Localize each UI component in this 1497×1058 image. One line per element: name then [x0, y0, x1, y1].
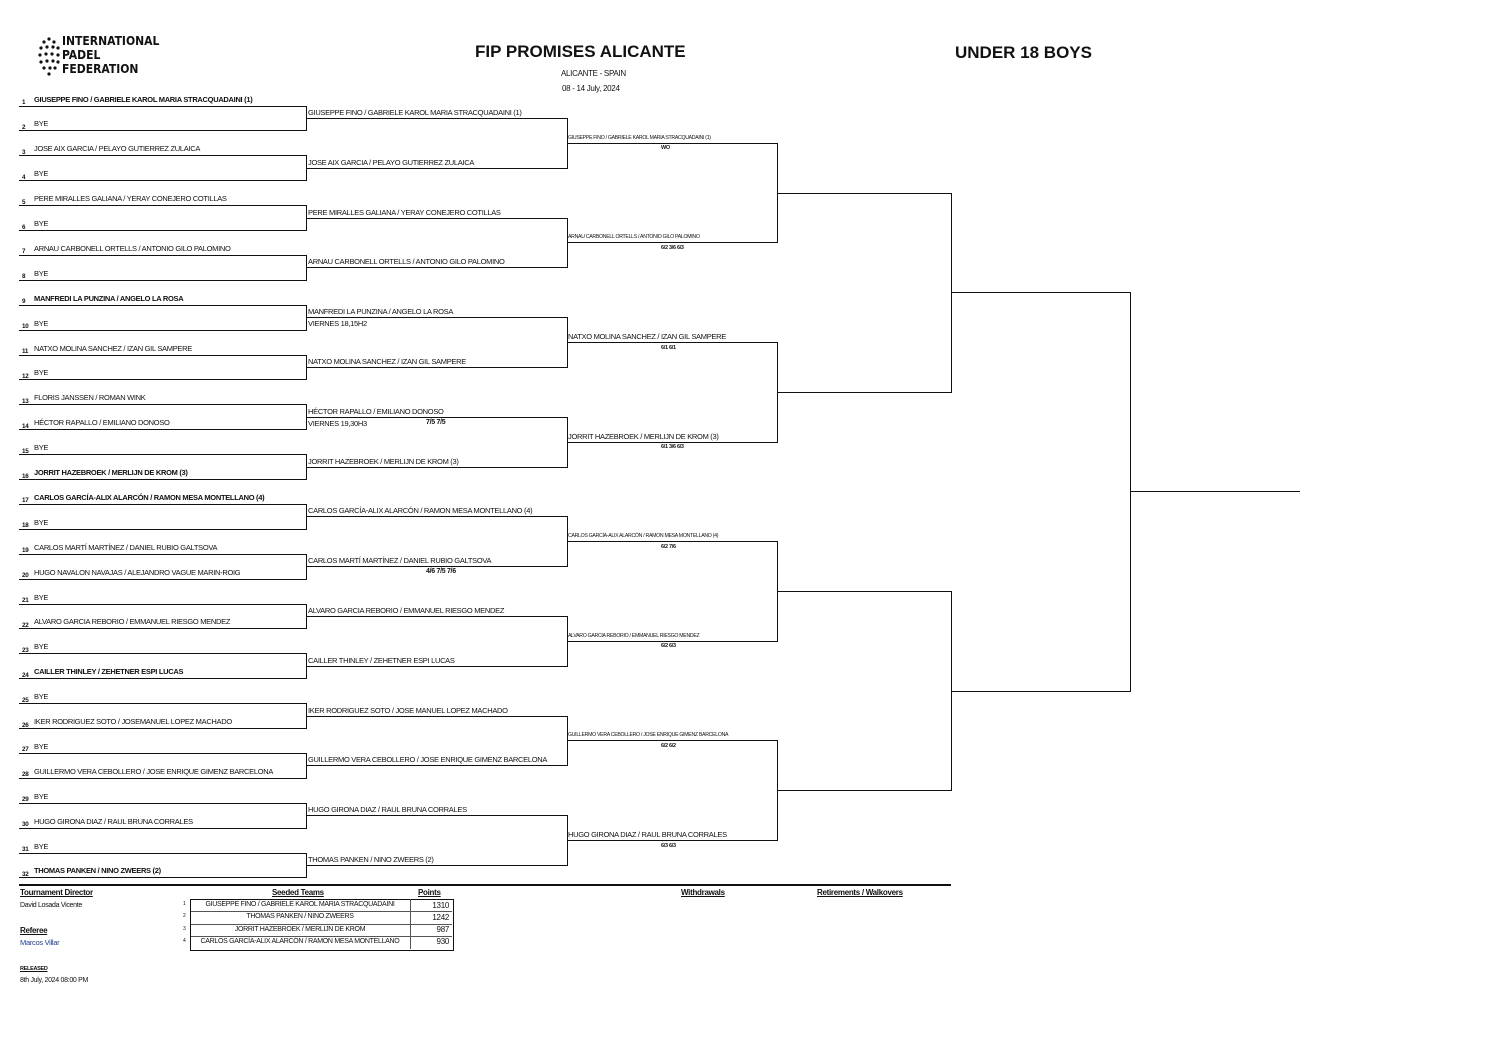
released-date: 8th July, 2024 08:00 PM [20, 977, 89, 984]
r1-team-name: ALVARO GARCIA REBORIO / EMMANUEL RIESGO MENDEZ [34, 617, 231, 627]
r3-slot-line [567, 740, 777, 741]
r1-slot-line [19, 728, 306, 729]
seed-points: 987 [436, 925, 449, 935]
r1-slot-number: 20 [22, 572, 29, 580]
r3-slot-line [567, 840, 777, 841]
r2-slot-line [306, 118, 567, 119]
r1-slot-line [19, 703, 306, 704]
r3-score: 6/2 3/6 6/3 [661, 244, 684, 251]
r4-slot-line [777, 392, 951, 393]
r1-slot-line [19, 504, 306, 505]
r1-slot-line [19, 355, 306, 356]
r3-team-name: ALVARO GARCIA REBORIO / EMMANUEL RIESGO MENDEZ [568, 632, 700, 639]
r1-slot-number: 21 [22, 597, 29, 604]
r1-slot-line [19, 429, 306, 430]
r4-slot-line [777, 790, 951, 791]
r1-slot-line [19, 479, 306, 480]
padel-ball-logo-icon [38, 33, 60, 79]
r1-slot-number: 28 [22, 771, 29, 779]
seed-points: 930 [436, 937, 449, 947]
r2-team-name: CAILLER THINLEY / ZEHETNER ESPI LUCAS [308, 655, 455, 665]
r2-team-name: PERE MIRALLES GALIANA / YERAY CONEJERO COTILLAS [308, 207, 501, 217]
seed-row-divider [191, 936, 452, 937]
r1-team-name: BYE [34, 841, 49, 851]
r1-slot-line [19, 653, 306, 654]
released-label: RELEASED [20, 966, 48, 972]
r2-team-name: HÉCTOR RAPALLO / EMILIANO DONOSO [308, 406, 444, 416]
r1-team-name: FLORIS JANSSEN / ROMAN WINK [34, 393, 146, 403]
seed-points: 1242 [432, 912, 449, 922]
r3-team-name: NATXO MOLINA SANCHEZ / IZAN GIL SAMPERE [568, 332, 726, 342]
r1-slot-number: 3 [22, 148, 26, 156]
r3-team-name: JORRIT HAZEBROEK / MERLIJN DE KROM (3) [568, 431, 719, 441]
r2-slot-line [306, 815, 567, 816]
r1-slot-number: 13 [22, 397, 29, 405]
r2-slot-line [306, 267, 567, 268]
r3-score: 6/3 6/3 [661, 842, 676, 849]
seed-team-name: THOMAS PANKEN / NINO ZWEERS [246, 913, 354, 921]
r3-slot-line [567, 242, 777, 243]
footer-divider [19, 884, 951, 886]
category-title: UNDER 18 BOYS [955, 43, 1092, 62]
r1-slot-line [19, 877, 306, 878]
r1-slot-number: 29 [22, 796, 29, 804]
r2-team-name: GIUSEPPE FINO / GABRIELE KAROL MARIA STRACQUADAINI (1) [308, 107, 522, 117]
r1-slot-line [19, 255, 306, 256]
r1-slot-line [19, 305, 306, 306]
r2-team-name: GUILLERMO VERA CEBOLLERO / JOSE ENRIQUE GIMENZ BARCELONA [308, 755, 548, 765]
r4-slot-line [777, 591, 951, 592]
r2-slot-line [306, 417, 567, 418]
r1-slot-number: 2 [22, 123, 26, 131]
r2-slot-line [306, 765, 567, 766]
logo-line-3: FEDERATION [62, 62, 139, 76]
r1-slot-number: 31 [22, 846, 29, 853]
r1-slot-number: 27 [22, 746, 29, 754]
r2-slot-line [306, 616, 567, 617]
r3-score: 6/1 3/6 6/3 [661, 444, 684, 451]
seed-row-divider [191, 924, 452, 925]
r1-slot-line [19, 205, 306, 206]
r2-team-name: HUGO GIRONA DIAZ / RAUL BRUNA CORRALES [308, 805, 467, 815]
r3-score: 6/2 7/6 [661, 543, 676, 550]
r1-team-name: BYE [34, 119, 49, 129]
fip-logo [38, 33, 158, 81]
r1-slot-number: 11 [22, 348, 29, 355]
seed-points: 1310 [432, 900, 449, 910]
r1-slot-number: 32 [22, 870, 29, 878]
seed-team-name: GIUSEPPE FINO / GABRIELE KAROL MARIA STRACQUADAINI [205, 901, 395, 908]
r3-team-name: GIUSEPPE FINO / GABRIELE KAROL MARIA STRACQUADAINI (1) [568, 134, 711, 141]
r1-team-name: HÉCTOR RAPALLO / EMILIANO DONOSO [34, 418, 170, 428]
r3-team-name: ARNAU CARBONELL ORTELLS / ANTONIO GILO PALOMINO [568, 234, 700, 241]
r1-team-name: ARNAU CARBONELL ORTELLS / ANTONIO GILO PALOMINO [34, 243, 231, 253]
r1-team-name: IKER RODRIGUEZ SOTO / JOSEMANUEL LOPEZ MACHADO [34, 717, 232, 726]
seed-row-divider [191, 911, 452, 912]
r2-schedule-note: VIERNES 18,15H2 [308, 319, 367, 329]
r1-slot-line [19, 106, 306, 107]
r1-team-name: THOMAS PANKEN / NINO ZWEERS (2) [34, 866, 161, 876]
r2-slot-line [306, 716, 567, 717]
r1-slot-line [19, 180, 306, 181]
r1-slot-number: 19 [22, 547, 29, 555]
r1-team-name: HUGO NAVALON NAVAJAS / ALEJANDRO VAGUE MARIN-ROIG [34, 567, 241, 577]
r2-slot-line [306, 367, 567, 368]
r2-slot-line [306, 317, 567, 318]
r3-slot-line [567, 541, 777, 542]
r1-slot-number: 4 [22, 173, 26, 181]
r1-team-name: JOSE AIX GARCIA / PELAYO GUTIERREZ ZULAICA [34, 144, 201, 154]
r1-slot-line [19, 454, 306, 455]
seed-number: 1 [183, 901, 186, 907]
tournament-dates: 08 - 14 July, 2024 [562, 84, 620, 93]
seed-team-name: JORRIT HAZEBROEK / MERLIJN DE KROM [234, 925, 366, 933]
r2-slot-line [306, 467, 567, 468]
seed-number: 3 [183, 925, 186, 932]
r2-team-name: MANFREDI LA PUNZINA / ANGELO LA ROSA [308, 307, 454, 317]
r1-slot-number: 6 [22, 223, 26, 231]
seeded-teams-label: Seeded Teams [272, 888, 324, 897]
r2-team-name: ARNAU CARBONELL ORTELLS / ANTONIO GILO PALOMINO [308, 257, 505, 267]
r1-slot-number: 26 [22, 721, 29, 729]
r1-team-name: PERE MIRALLES GALIANA / YERAY CONEJERO COTILLAS [34, 194, 227, 204]
r1-team-name: BYE [34, 318, 49, 328]
r1-team-name: BYE [34, 517, 49, 527]
r1-team-name: BYE [34, 169, 49, 179]
tournament-location: ALICANTE - SPAIN [561, 69, 626, 78]
r1-slot-number: 23 [22, 646, 29, 654]
r1-team-name: GIUSEPPE FINO / GABRIELE KAROL MARIA STRACQUADAINI (1) [34, 94, 253, 104]
r1-team-name: BYE [34, 592, 49, 602]
r3-slot-line [567, 143, 777, 144]
r1-team-name: BYE [34, 741, 49, 751]
seed-team-name: CARLOS GARCÍA-ALIX ALARCÓN / RAMON MESA MONTELLANO [200, 937, 400, 945]
r1-slot-line [19, 554, 306, 555]
r3-score: 6/1 6/1 [661, 344, 676, 351]
r1-slot-line [19, 379, 306, 380]
champion-line [1130, 491, 1300, 492]
r1-slot-number: 22 [22, 621, 29, 629]
r1-slot-number: 17 [22, 497, 29, 505]
r1-slot-number: 8 [22, 273, 26, 281]
director-name: David Losada Vicente [20, 902, 82, 909]
r1-team-name: CAILLER THINLEY / ZEHETNER ESPI LUCAS [34, 667, 184, 677]
r1-team-name: CARLOS GARCÍA-ALIX ALARCÓN / RAMON MESA MONTELLANO (4) [34, 492, 265, 502]
seed-number: 4 [183, 937, 186, 944]
referee-name: Marcos Villar [20, 938, 60, 947]
r1-slot-line [19, 853, 306, 854]
logo-line-1: INTERNATIONAL [62, 34, 160, 48]
r1-slot-line [19, 778, 306, 779]
r1-slot-line [19, 604, 306, 605]
r1-slot-line [19, 280, 306, 281]
referee-label: Referee [20, 926, 48, 935]
r1-slot-number: 18 [22, 522, 29, 530]
r2-team-name: ALVARO GARCIA REBORIO / EMMANUEL RIESGO MENDEZ [308, 605, 505, 615]
r1-team-name: BYE [34, 268, 49, 278]
r1-team-name: JORRIT HAZEBROEK / MERLIJN DE KROM (3) [34, 468, 188, 477]
r2-team-name: JORRIT HAZEBROEK / MERLIJN DE KROM (3) [308, 456, 459, 466]
r5-slot-line [951, 691, 1130, 692]
r1-slot-line [19, 130, 306, 131]
r2-schedule-note: VIERNES 19,30H3 [308, 418, 367, 428]
r1-slot-line [19, 579, 306, 580]
r2-score: 4/6 7/5 7/6 [426, 568, 456, 576]
r1-team-name: MANFREDI LA PUNZINA / ANGELO LA ROSA [34, 293, 184, 303]
r3-slot-line [567, 442, 777, 443]
r1-slot-line [19, 828, 306, 829]
retirements-label: Retirements / Walkovers [817, 888, 903, 897]
r2-team-name: CARLOS GARCÍA-ALIX ALARCÓN / RAMON MESA MONTELLANO (4) [308, 506, 533, 516]
r1-slot-number: 1 [22, 99, 26, 106]
r1-slot-line [19, 155, 306, 156]
r1-slot-number: 7 [22, 248, 26, 256]
r3-slot-line [567, 641, 777, 642]
r1-team-name: BYE [34, 443, 49, 453]
r1-slot-line [19, 529, 306, 530]
r3-score: WO [661, 145, 670, 152]
r1-team-name: BYE [34, 791, 49, 801]
r2-team-name: NATXO MOLINA SANCHEZ / IZAN GIL SAMPERE [308, 356, 466, 366]
r1-slot-line [19, 230, 306, 231]
r3-team-name: GUILLERMO VERA CEBOLLERO / JOSE ENRIQUE GIMENZ BARCELONA [568, 732, 729, 739]
r1-slot-number: 15 [22, 447, 29, 455]
r1-slot-number: 10 [22, 323, 29, 331]
r2-slot-line [306, 218, 567, 219]
r5-slot-line [951, 292, 1130, 293]
r1-slot-number: 12 [22, 372, 29, 380]
r1-slot-line [19, 678, 306, 679]
r1-slot-line [19, 628, 306, 629]
r2-score: 7/5 7/5 [426, 418, 446, 426]
r1-slot-line [19, 330, 306, 331]
r2-team-name: THOMAS PANKEN / NINO ZWEERS (2) [308, 854, 434, 864]
r1-slot-line [19, 404, 306, 405]
r1-slot-number: 9 [22, 298, 26, 306]
r1-team-name: CARLOS MARTÍ MARTÍNEZ / DANIEL RUBIO GALTSOVA [34, 542, 218, 552]
r2-slot-line [306, 516, 567, 517]
r1-slot-line [19, 803, 306, 804]
withdrawals-label: Withdrawals [681, 888, 725, 897]
r2-team-name: IKER RODRIGUEZ SOTO / JOSE MANUEL LOPEZ MACHADO [308, 705, 508, 715]
r2-team-name: CARLOS MARTÍ MARTÍNEZ / DANIEL RUBIO GALTSOVA [308, 556, 492, 566]
r1-team-name: GUILLERMO VERA CEBOLLERO / JOSE ENRIQUE GIMENZ BARCELONA [34, 766, 274, 776]
points-label: Points [418, 888, 441, 897]
r3-team-name: HUGO GIRONA DIAZ / RAUL BRUNA CORRALES [568, 830, 727, 840]
r1-slot-number: 5 [22, 198, 26, 206]
r2-slot-line [306, 168, 567, 169]
r1-slot-number: 25 [22, 696, 29, 704]
director-label: Tournament Director [20, 888, 93, 897]
r1-team-name: HUGO GIRONA DIAZ / RAUL BRUNA CORRALES [34, 816, 193, 826]
r2-team-name: JOSE AIX GARCIA / PELAYO GUTIERREZ ZULAICA [308, 157, 475, 167]
r1-team-name: NATXO MOLINA SANCHEZ / IZAN GIL SAMPERE [34, 343, 192, 353]
r2-slot-line [306, 666, 567, 667]
r1-slot-line [19, 753, 306, 754]
seed-number: 2 [183, 913, 186, 920]
r1-slot-number: 30 [22, 821, 29, 829]
r1-team-name: BYE [34, 219, 49, 228]
r3-slot-line [567, 342, 777, 343]
tournament-title: FIP PROMISES ALICANTE [475, 42, 686, 61]
seed-col-divider [410, 899, 411, 949]
r3-team-name: CARLOS GARCÍA-ALIX ALARCÓN / RAMON MESA MONTELLANO (4) [568, 533, 719, 540]
r3-score: 6/2 6/2 [661, 742, 676, 749]
r1-team-name: BYE [34, 368, 49, 378]
r3-score: 6/2 6/3 [661, 643, 676, 650]
r1-team-name: BYE [34, 642, 49, 652]
r1-slot-number: 24 [22, 671, 29, 679]
r1-slot-number: 16 [22, 472, 29, 480]
r1-slot-number: 14 [22, 422, 29, 430]
r4-slot-line [777, 193, 951, 194]
r2-slot-line [306, 865, 567, 866]
logo-line-2: PADEL [62, 48, 101, 62]
r2-slot-line [306, 566, 567, 567]
r1-team-name: BYE [34, 692, 49, 702]
